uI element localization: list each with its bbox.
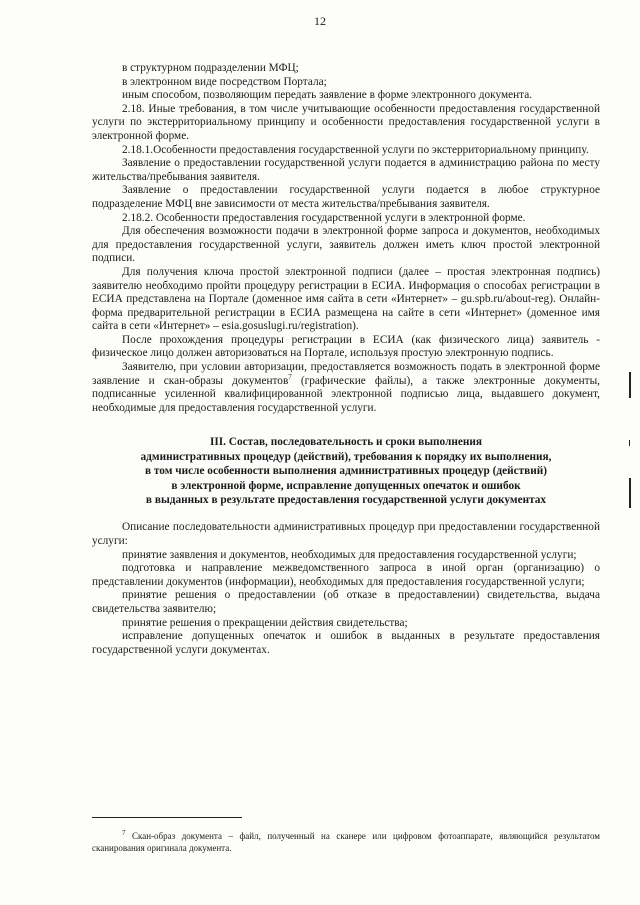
scan-margin-mark [629,440,630,446]
paragraph: Заявление о предоставлении государственной услуги подается в любое структурное подразделение МФЦ вне зависимости от места жительства/пребывания заявителя. [92,184,600,210]
footnote [92,831,600,854]
paragraph: в электронном виде посредством Портала; [122,75,327,88]
section-title-line: в том числе особенности выполнения административных процедур (действий) [144,465,548,478]
section-title-line: в выданных в результате предоставления государственной услуги документах [145,494,547,507]
paragraph: 2.18.1.Особенности предоставления государственной услуги по экстерриториальному принципу. [122,143,589,156]
paragraph: в структурном подразделении МФЦ; [122,62,299,74]
paragraph-with-footnote [92,361,600,415]
list-item: подготовка и направление межведомственного запроса в иной орган (организацию) о представлении документов (информации), необходимых для предоставления государственной услуги; [92,562,600,588]
paragraph: 2.18.2. Особенности предоставления государственной услуги в электронной форме. [122,211,526,224]
section-title-line: в электронной форме, исправление допущенных опечаток и ошибок [171,479,521,492]
paragraph: Для получения ключа простой электронной подписи (далее – простая электронная подпись) заявителю необходимо пройти процедуру регистрации в ЕСИА. Информация о способах регистрации в ЕСИА представлена на Портале (доменное имя сайта в сети «Интернет» – gu.spb.ru/about-reg). Онлайн-форма предварительной регистрации в ЕСИА размещена на сайте в сети «Интернет» (доменное имя сайта в сети «Интернет» – esia.gosuslugi.ru/registration). [92,265,600,333]
scan-margin-mark [629,372,631,398]
paragraph-text: Заявителю, при условии авторизации, предоставляется возможность подать в электронной форме заявление и скан-образы документов [92,361,600,387]
paragraph: 2.18. Иные требования, в том числе учитывающие особенности предоставления государственной услуги по экстерриториальному принципу и особенности предоставления государственной услуги в электронной форме. [92,102,600,142]
footnote-text: Скан-образ документа – файл, полученный на сканере или цифровом фотоаппарате, являющийся результатом сканирования оригинала документа. [92,831,600,853]
footnote-marker: 7 [288,372,292,381]
list-item: принятие решения о прекращении действия свидетельства; [122,616,408,629]
section-title-line: административных процедур (действий), требования к порядку их выполнения, [140,450,552,463]
paragraph: После прохождения процедуры регистрации в ЕСИА (как физического лица) заявитель - физическое лицо должен авторизоваться на Портале, используя простую электронную подпись. [92,333,600,360]
page-number: 12 [314,14,326,28]
section-title-line: III. Состав, последовательность и сроки выполнения [209,436,483,449]
list-item: принятие решения о предоставлении (об отказе в предоставлении) свидетельства, выдача свидетельства заявителю; [92,589,600,616]
footnote-marker: 7 [122,829,126,837]
paragraph: Для обеспечения возможности подачи в электронной форме запроса и документов, необходимых для предоставления государственной услуги, заявитель должен иметь ключ простой электронной подписи. [92,225,600,265]
document-body [92,62,600,657]
list-item: принятие заявления и документов, необходимых для предоставления государственной услуги; [122,548,577,561]
paragraph-text: (графические файлы), а также электронные документы, подписанные усиленной квалифицированной электронной подписью лица, выдавшего документ, необходимые для предоставления государственной услуги. [92,374,600,414]
footnote-divider [92,817,242,818]
paragraph: Описание последовательности административных процедур при предоставлении государственной услуги: [92,521,600,548]
paragraph: Заявление о предоставлении государственной услуги подается в администрацию района по месту жительства/пребывания заявителя. [92,157,600,183]
scan-margin-mark [629,478,631,508]
paragraph: иным способом, позволяющим передать заявление в форме электронного документа. [122,89,533,102]
section-title [92,435,600,507]
list-item: исправление допущенных опечаток и ошибок в выданных в результате предоставления государственной услуги документах. [92,630,600,656]
